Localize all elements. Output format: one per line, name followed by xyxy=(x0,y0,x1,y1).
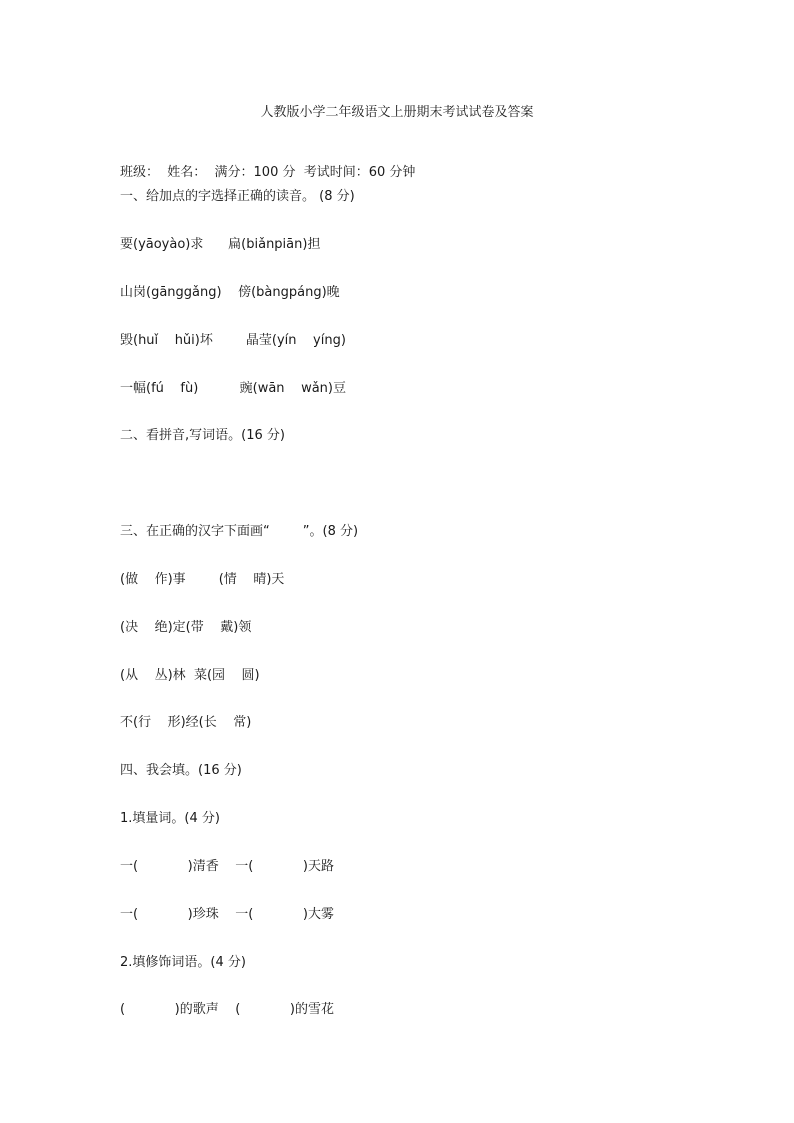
subsection-heading: 2.填修饰词语。(4 分) xyxy=(120,955,246,970)
section-4-heading: 四、我会填。(16 分) xyxy=(120,763,242,778)
question-line: (从 丛)林 菜(园 圆) xyxy=(120,668,260,683)
exam-info-line: 班级： 姓名： 满分：100 分 考试时间：60 分钟 xyxy=(120,165,416,180)
section-1-heading: 一、给加点的字选择正确的读音。 (8 分) xyxy=(120,189,355,204)
question-line: (决 绝)定(带 戴)领 xyxy=(120,620,252,635)
question-line: (做 作)事 (情 晴)天 xyxy=(120,572,285,587)
subsection-heading: 1.填量词。(4 分) xyxy=(120,811,220,826)
question-line: 一幅(fú fù) 豌(wān wǎn)豆 xyxy=(120,381,346,396)
question-line: 山岗(gānggǎng) 傍(bàngpáng)晚 xyxy=(120,285,340,300)
section-3-heading: 三、在正确的汉字下面画“ ”。(8 分) xyxy=(120,524,359,539)
question-line: 毁(huǐ hǔi)坏 晶莹(yín yíng) xyxy=(120,333,346,348)
question-line: 一( )清香 一( )天路 xyxy=(120,859,334,874)
section-2-heading: 二、看拼音,写词语。(16 分) xyxy=(120,428,285,443)
question-line: 不(行 形)经(长 常) xyxy=(120,715,252,730)
question-line: 要(yāoyào)求 扁(biǎnpiān)担 xyxy=(120,237,321,252)
question-line: ( )的歌声 ( )的雪花 xyxy=(120,1002,334,1017)
question-line: 一( )珍珠 一( )大雾 xyxy=(120,907,334,922)
document-title: 人教版小学二年级语文上册期末考试试卷及答案 xyxy=(260,105,534,120)
